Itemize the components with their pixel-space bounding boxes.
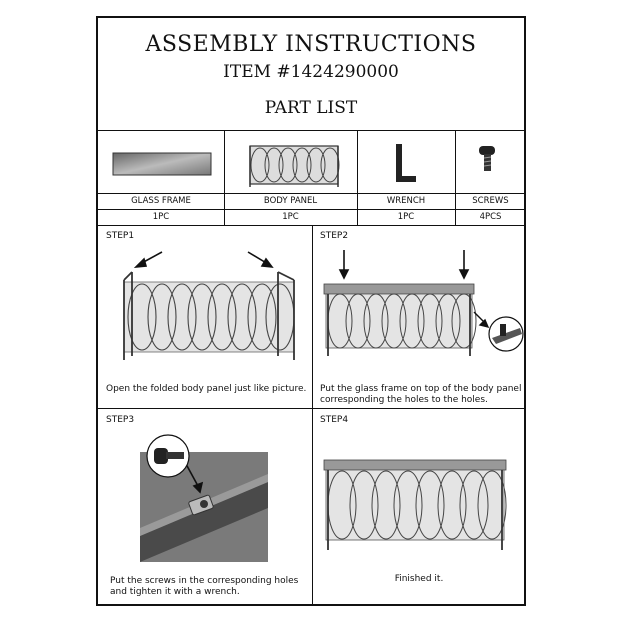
part-name: BODY PANEL: [263, 196, 318, 206]
step3-text-line1: Put the screws in the corresponding holes: [110, 576, 299, 586]
part-qty: 1PC: [152, 212, 170, 222]
part-qty: 1PC: [282, 212, 299, 222]
instruction-sheet: [96, 16, 526, 606]
item-number: ITEM #1424290000: [223, 62, 399, 82]
step3-label: STEP3: [106, 415, 135, 425]
divider: [98, 209, 526, 210]
step2-text-line1: Put the glass frame on top of the body panel: [320, 384, 522, 394]
part-name: WRENCH: [386, 196, 426, 206]
step2-label: STEP2: [320, 231, 349, 241]
step1-label: STEP1: [106, 231, 135, 241]
step2-text-line2: corresponding the holes to the holes.: [320, 395, 488, 405]
divider: [312, 225, 313, 606]
wrench-illustration: [390, 142, 420, 188]
step4-illustration: [322, 456, 508, 552]
glass-frame-illustration: [112, 152, 212, 178]
screw-illustration: [476, 144, 502, 176]
part-name: GLASS FRAME: [131, 196, 191, 206]
divider: [224, 130, 225, 225]
part-list-heading: PART LIST: [264, 98, 358, 118]
divider: [98, 193, 526, 194]
step3-text-line2: and tighten it with a wrench.: [110, 587, 240, 597]
body-panel-illustration: [246, 142, 342, 188]
step1-illustration: [118, 248, 298, 358]
step4-label: STEP4: [320, 415, 349, 425]
step1-text: Open the folded body panel just like picture.: [106, 384, 307, 394]
divider: [98, 408, 526, 409]
step2-illustration: [320, 246, 520, 366]
divider: [357, 130, 358, 225]
divider: [98, 130, 526, 131]
part-qty: 4PCS: [479, 212, 502, 222]
part-qty: 1PC: [397, 212, 415, 222]
page-title: ASSEMBLY INSTRUCTIONS: [145, 32, 477, 57]
divider: [455, 130, 456, 225]
step4-text: Finished it.: [394, 574, 444, 584]
step3-illustration: [138, 428, 270, 564]
part-name: SCREWS: [472, 196, 509, 206]
